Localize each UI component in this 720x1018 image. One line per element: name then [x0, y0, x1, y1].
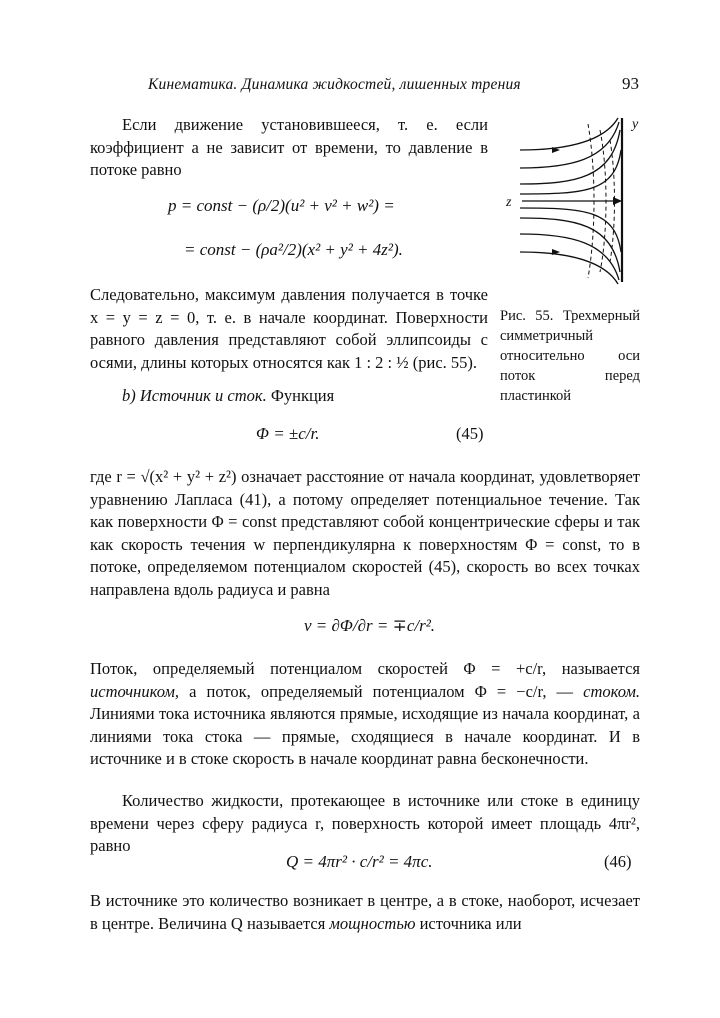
paragraph-6: Количество жидкости, протекающее в источнике или стоке в единицу времени через сферу радиуса r, поверхность которой имеет площадь 4πr², равно — [90, 791, 640, 855]
running-title: Кинематика. Динамика жидкостей, лишенных трения — [148, 76, 521, 93]
streamline-upper-3 — [520, 130, 620, 184]
paragraph-2: Следовательно, максимум давления получается в точке x = y = z = 0, т. е. в начале координат. Поверхности равного давления представляют собой эллипсоиды с осями, длины которых относятся как 1 : 2 : ½ (рис. 55). — [90, 285, 488, 372]
equation-45: Φ = ±c/r. — [256, 424, 320, 443]
section-source-sink — [90, 385, 488, 408]
p5-part-b: а поток, определяемый потенциалом Φ = −c/r, — — [189, 681, 574, 701]
p7-part-b: источника или — [419, 913, 522, 933]
streamline-lower-1 — [520, 252, 618, 284]
equation-46-number: (46) — [604, 852, 632, 871]
equation-46: Q = 4πr² · c/r² = 4πc. — [286, 852, 433, 871]
streamline-lower-3 — [520, 218, 620, 272]
axis-y-label: y — [632, 117, 639, 132]
paragraph-4: где r = √(x² + y² + z²) означает расстояние от начала координат, удовлетворяет уравнению Лапласа (41), а потому определяет потенциальное течение. Так как поверхности Φ = const представляют собой концентрические сферы и так как скорость течения w перпендикулярна к поверхностям Φ = const, то в потоке, определяемом потенциалом скоростей (45), скорость во всех точках направлена вдоль радиуса и равна — [90, 467, 640, 599]
term-sink: стоком. — [583, 681, 641, 701]
equation-45-number: (45) — [456, 424, 484, 443]
term-power: мощностью — [329, 913, 416, 933]
term-source: источником, — [90, 681, 179, 701]
paragraph-7 — [90, 890, 640, 935]
pressure-equation-line1: p = const − (ρ/2)(u² + v² + w²) = — [168, 196, 395, 215]
pressure-equation-line2: = const − (ρa²/2)(x² + y² + 4z²). — [184, 240, 403, 259]
section-label: b) Источник и сток. — [122, 386, 267, 405]
streamline-lower-2 — [520, 234, 619, 280]
p5-part-c: Линиями тока источника являются прямые, исходящие из начала координат, а линиями тока стока — прямые, сходящиеся в начале координат. И в источнике и в стоке скорость в начале координат равна бесконечности. — [90, 704, 640, 768]
velocity-equation: v = ∂Φ/∂r = ∓c/r². — [304, 616, 436, 635]
figure-55-caption: Рис. 55. Трехмерный симметричный относительно оси поток перед пластинкой — [500, 308, 640, 404]
p7-part-a: В источнике это количество возникает в центре, а в стоке, наоборот, исчезает в центре. Величина Q называется — [90, 891, 640, 933]
axis-z-label: z — [506, 195, 512, 210]
paragraph-5 — [90, 658, 640, 771]
streamline-upper-1 — [520, 118, 618, 150]
paragraph-1: Если движение установившееся, т. е. если коэффициент a не зависит от времени, то давление в потоке равно — [90, 115, 488, 179]
page-number: 93 — [622, 74, 639, 93]
section-text: Функция — [270, 386, 335, 405]
p5-part-a: Поток, определяемый потенциалом скоростей Φ = +c/r, называется — [90, 659, 640, 678]
figure-55-flow-diagram — [500, 110, 650, 290]
